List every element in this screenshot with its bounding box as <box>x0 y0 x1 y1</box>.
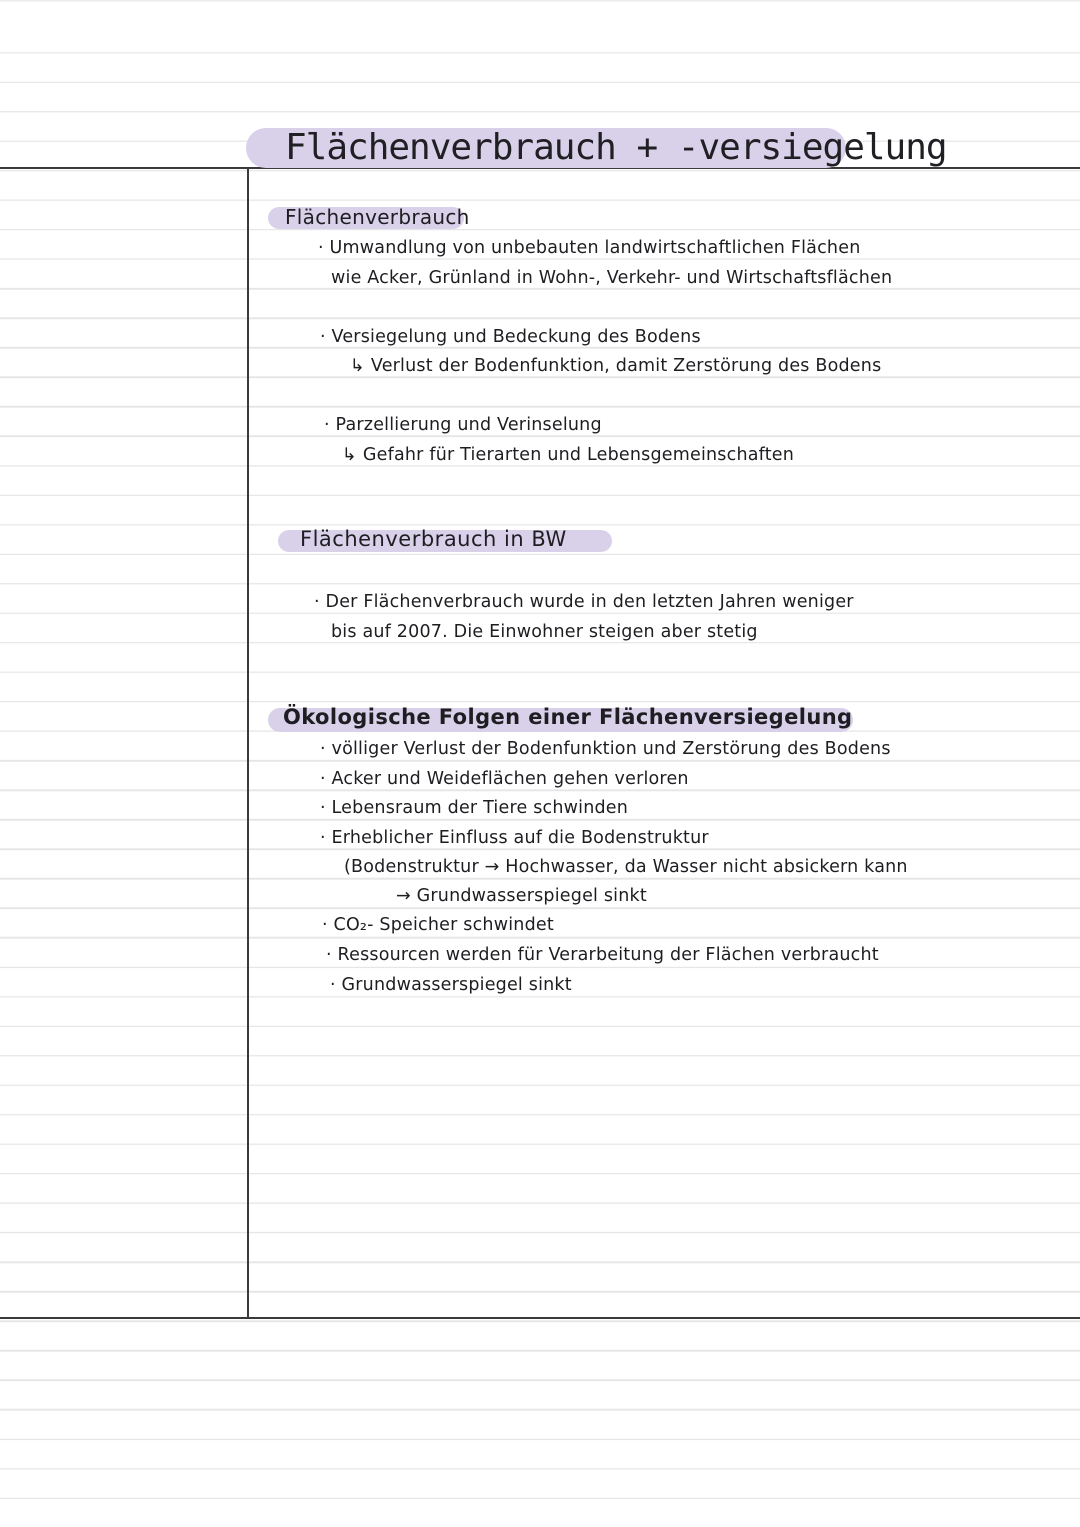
section1-subline-1 <box>350 356 881 376</box>
section3-line-9: · Grundwasserspiegel sinkt <box>330 975 572 995</box>
section3-line-7: · CO₂- Speicher schwindet <box>322 915 554 935</box>
section3-line-8: · Ressourcen werden für Verarbeitung der Flächen verbraucht <box>326 945 879 965</box>
section1-line-4: Verlust der Bodenfunktion, damit Zerstörung des Bodens <box>370 356 882 376</box>
section3-line-2: · Acker und Weideflächen gehen verloren <box>320 769 689 789</box>
section3-heading: Ökologische Folgen einer Flächenversiegelung <box>283 705 853 729</box>
section3-line-6: → Grundwasserspiegel sinkt <box>396 886 647 906</box>
section3-line-1: · völliger Verlust der Bodenfunktion und Zerstörung des Bodens <box>320 739 891 759</box>
section1-line-5: · Parzellierung und Verinselung <box>324 415 602 435</box>
return-arrow-icon: ↳ <box>342 445 357 465</box>
section1-subline-2 <box>342 445 794 465</box>
page-title: Flächenverbrauch + -versiegelung <box>285 127 947 168</box>
section1-line-3: · Versiegelung und Bedeckung des Bodens <box>320 327 701 347</box>
section2-line-1: · Der Flächenverbrauch wurde in den letzten Jahren weniger <box>314 592 854 612</box>
section2-heading: Flächenverbrauch in BW <box>300 527 567 551</box>
section3-line-5: (Bodenstruktur → Hochwasser, da Wasser nicht absickern kann <box>344 857 908 877</box>
return-arrow-icon: ↳ <box>350 356 365 376</box>
footer-rule <box>0 1317 1080 1319</box>
section1-line-1: · Umwandlung von unbebauten landwirtschaftlichen Flächen <box>318 238 861 258</box>
section1-heading: Flächenverbrauch <box>285 205 470 229</box>
section1-line-2: wie Acker, Grünland in Wohn-, Verkehr- und Wirtschaftsflächen <box>331 268 893 288</box>
section3-line-3: · Lebensraum der Tiere schwinden <box>320 798 629 818</box>
section3-line-4: · Erheblicher Einfluss auf die Bodenstruktur <box>320 828 709 848</box>
section1-line-6: Gefahr für Tierarten und Lebensgemeinschaften <box>362 445 795 465</box>
section2-line-2: bis auf 2007. Die Einwohner steigen aber stetig <box>331 622 758 642</box>
margin-line <box>247 167 249 1319</box>
